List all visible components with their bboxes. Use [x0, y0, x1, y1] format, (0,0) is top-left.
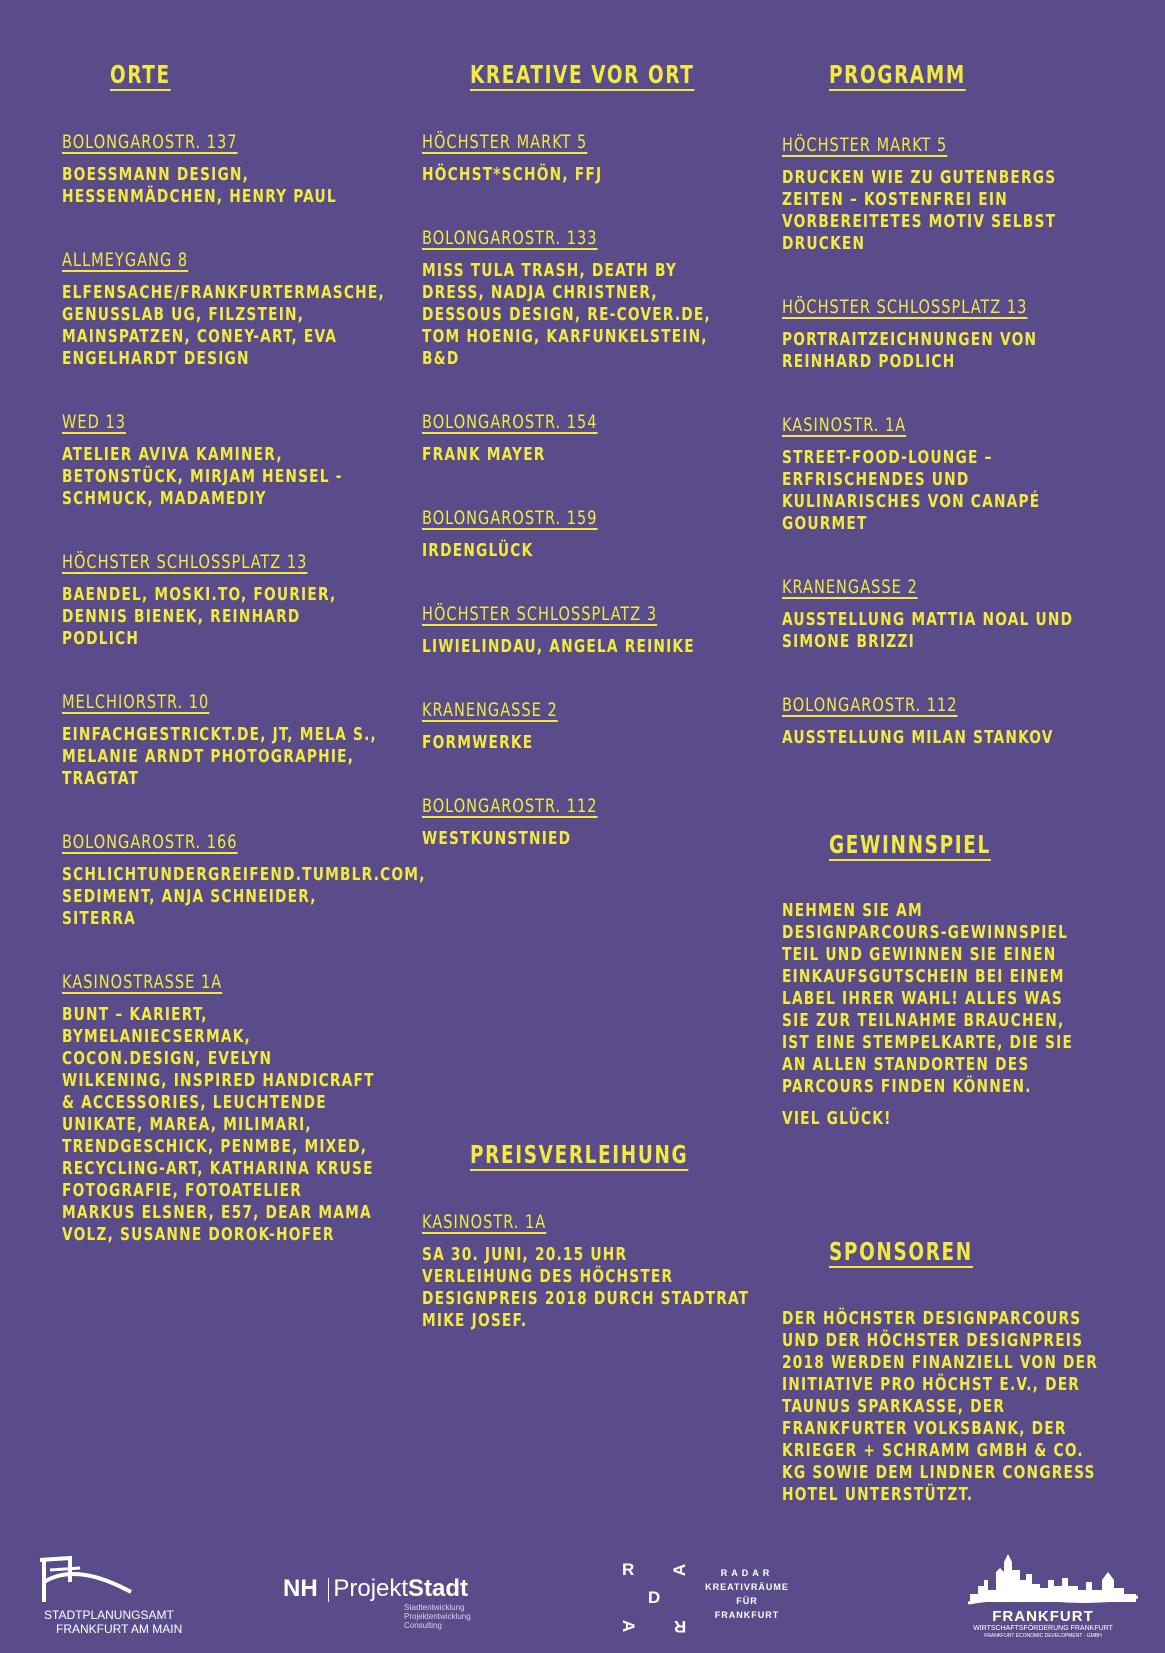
programm-entry: [782, 413, 1085, 535]
programm-entry: [782, 575, 1085, 653]
entry-address: BOLONGAROSTR. 112: [782, 694, 958, 716]
radar-letter-a1: A: [670, 1563, 690, 1577]
entry-text: AUSSTELLUNG MATTIA NOAL UND SIMONE BRIZZI: [782, 609, 1074, 652]
radar-line3: FÜR: [736, 1596, 758, 1606]
entry-text: LIWIELINDAU, ANGELA REINIKE: [422, 636, 695, 657]
entry-text: MISS TULA TRASH, DEATH BY DRESS, NADJA CHRISTNER, DESSOUS DESIGN, RE-COVER.DE, TOM HOENIG, KARFUNKELSTEIN, B&D: [422, 260, 711, 369]
kreative-entry: [422, 794, 740, 850]
entry-address: ALLMEYGANG 8: [62, 249, 189, 271]
radar-logo: [620, 1560, 800, 1640]
sponsoren-text: DER HÖCHSTER DESIGNPARCOURS UND DER HÖCHSTER DESIGNPREIS 2018 WERDEN FINANZIELL VON DER INITIATIVE PRO HÖCHST E.V., DER TAUNUS SPARKASSE, DER FRANKFURTER VOLKSBANK, DER KRIEGER + SCHRAMM GMBH & CO. KG SOWIE DEM LINDNER CONGRESS HOTEL UNTERSTÜTZT.: [782, 1308, 1099, 1505]
entry-address: HÖCHSTER MARKT 5: [782, 134, 948, 156]
nh-sub1: Stadtentwicklung: [404, 1603, 465, 1612]
kreative-entry: [422, 698, 740, 754]
kreative-entry: [422, 506, 740, 562]
entry-address: KRANENGASSE 2: [422, 699, 558, 721]
radar-letter-r2: R: [674, 1617, 687, 1636]
kreative-heading: KREATIVE VOR ORT: [470, 60, 695, 89]
stadtplanungsamt-emblem-icon: [36, 1552, 136, 1607]
radar-letter-a2: A: [619, 1619, 639, 1633]
kreative-entry: [422, 226, 740, 370]
radar-letter-d: D: [648, 1588, 661, 1607]
kreative-entry: [422, 602, 740, 658]
nh-divider: [328, 1578, 329, 1602]
nh-projektstadt-logo: [283, 1575, 483, 1645]
entry-text: BOESSMANN DESIGN, HESSENMÄDCHEN, HENRY PAUL: [62, 164, 337, 207]
kreative-entry: [422, 130, 740, 186]
orte-column: [62, 130, 426, 1286]
nh-name1: Projekt: [333, 1575, 409, 1602]
entry-text: BUNT – KARIERT, BYMELANIECSERMAK, COCON.DESIGN, EVELYN WILKENING, INSPIRED HANDICRAFT & ACCESSORIES, LEUCHTENDE UNIKATE, MAREA, MILIMARI, TRENDGESCHICK, PENMBE, MIXED, RECYCLING-ART, KATHARINA KRUSE FOTOGRAFIE, FOTOATELIER MARKUS ELSNER, E57, DEAR MAMA VOLZ, SUSANNE DOROK-HOFER: [62, 1004, 375, 1245]
orte-entry: [62, 130, 380, 208]
gewinnspiel-section: [782, 900, 1087, 1140]
sponsor-logos: [0, 1540, 1165, 1653]
entry-address: HÖCHSTER SCHLOSSPLATZ 13: [782, 296, 1028, 318]
programm-heading: PROGRAMM: [829, 60, 966, 89]
entry-address: KASINOSTR. 1A: [782, 414, 907, 436]
orte-entry: [62, 970, 380, 1246]
radar-letter-r1: R: [622, 1560, 635, 1579]
nh-name2: Stadt: [408, 1575, 469, 1602]
entry-address: BOLONGAROSTR. 137: [62, 131, 238, 153]
frankfurt-sub1: WIRTSCHAFTSFÖRDERUNG FRANKFURT: [973, 1625, 1113, 1632]
orte-entry: [62, 248, 385, 370]
nh-sub2: Projektentwicklung: [404, 1612, 471, 1621]
frankfurt-skyline-icon: [968, 1550, 1138, 1605]
entry-text: FORMWERKE: [422, 732, 534, 753]
frankfurt-title: FRANKFURT: [992, 1608, 1094, 1625]
preisverleihung-date: SA 30. JUNI, 20.15 UHR: [422, 1244, 628, 1265]
entry-text: FRANK MAYER: [422, 444, 546, 465]
programm-entry: [782, 133, 1085, 255]
entry-text: PORTRAITZEICHNUNGEN VON REINHARD PODLICH: [782, 329, 1038, 372]
entry-address: KASINOSTRASSE 1A: [62, 971, 223, 993]
programm-entry: [782, 693, 1085, 749]
kreative-column: [422, 130, 742, 890]
nh-sub3: Consulting: [404, 1621, 442, 1630]
entry-address: KRANENGASSE 2: [782, 576, 918, 598]
orte-entry: [62, 830, 426, 930]
entry-address: HÖCHSTER SCHLOSSPLATZ 13: [62, 551, 308, 573]
gewinnspiel-text: NEHMEN SIE AM DESIGNPARCOURS-GEWINNSPIEL TEIL UND GEWINNEN SIE EINEN EINKAUFSGUTSCHEIN BEI EINEM LABEL IHRER WAHL! ALLES WAS SIE ZUR TEILNAHME BRAUCHEN, IST EINE STEMPELKARTE, DIE SIE AN ALLEN STANDORTEN DES PARCOURS FINDEN KÖNNEN.: [782, 900, 1074, 1097]
entry-text: ATELIER AVIVA KAMINER, BETONSTÜCK, MIRJAM HENSEL - SCHMUCK, MADAMEDIY: [62, 444, 343, 509]
entry-text: IRDENGLÜCK: [422, 540, 534, 561]
stadtplanungsamt-line1: STADTPLANUNGSAMT: [44, 1608, 174, 1622]
entry-text: BAENDEL, MOSKI.TO, FOURIER, DENNIS BIENEK, REINHARD PODLICH: [62, 584, 337, 649]
preisverleihung-address: KASINOSTR. 1A: [422, 1211, 547, 1233]
entry-text: ELFENSACHE/FRANKFURTERMASCHE, GENUSSLAB UG, FILZSTEIN, MAINSPATZEN, CONEY-ART, EVA ENGELHARDT DESIGN: [62, 282, 385, 369]
frankfurt-logo: [968, 1550, 1138, 1650]
entry-address: BOLONGAROSTR. 133: [422, 227, 598, 249]
entry-text: EINFACHGESTRICKT.DE, JT, MELA S., MELANIE ARNDT PHOTOGRAPHIE, TRAGTAT: [62, 724, 377, 789]
preisverleihung-text: VERLEIHUNG DES HÖCHSTER DESIGNPREIS 2018 DURCH STADTRAT MIKE JOSEF.: [422, 1266, 750, 1331]
nh-prefix: NH: [283, 1575, 318, 1602]
orte-entry: [62, 690, 380, 790]
stadtplanungsamt-logo: [36, 1552, 186, 1652]
programm-entry: [782, 295, 1085, 373]
entry-address: WED 13: [62, 411, 126, 433]
gewinnspiel-heading: GEWINNSPIEL: [829, 830, 991, 859]
frankfurt-sub2: FRANKFURT ECONOMIC DEVELOPMENT · GMBH: [984, 1633, 1102, 1639]
kreative-entry: [422, 410, 740, 466]
preisverleihung-heading: PREISVERLEIHUNG: [470, 1140, 689, 1169]
entry-address: BOLONGAROSTR. 159: [422, 507, 598, 529]
entry-address: HÖCHSTER SCHLOSSPLATZ 3: [422, 603, 658, 625]
radar-line4: FRANKFURT: [714, 1610, 780, 1620]
entry-text: WESTKUNSTNIED: [422, 828, 572, 849]
entry-address: HÖCHSTER MARKT 5: [422, 131, 588, 153]
orte-entry: [62, 410, 380, 510]
entry-text: AUSSTELLUNG MILAN STANKOV: [782, 727, 1054, 748]
orte-heading: ORTE: [110, 60, 171, 89]
radar-title: RADAR: [720, 1568, 774, 1578]
entry-text: STREET-FOOD-LOUNGE – ERFRISCHENDES UND KULINARISCHES VON CANAPÉ GOURMET: [782, 447, 1041, 534]
entry-address: BOLONGAROSTR. 166: [62, 831, 238, 853]
entry-address: BOLONGAROSTR. 112: [422, 795, 598, 817]
sponsoren-section: [782, 1308, 1112, 1506]
gewinnspiel-closing: VIEL GLÜCK!: [782, 1108, 892, 1129]
entry-text: DRUCKEN WIE ZU GUTENBERGS ZEITEN – KOSTENFREI EIN VORBEREITETES MOTIV SELBST DRUCKEN: [782, 167, 1057, 254]
orte-entry: [62, 550, 380, 650]
stadtplanungsamt-line2: FRANKFURT AM MAIN: [56, 1622, 183, 1636]
entry-text: SCHLICHTUNDERGREIFEND.TUMBLR.COM, SEDIMENT, ANJA SCHNEIDER, SITERRA: [62, 864, 426, 929]
entry-address: MELCHIORSTR. 10: [62, 691, 210, 713]
radar-line2: KREATIVRÄUME: [705, 1582, 789, 1592]
entry-address: BOLONGAROSTR. 154: [422, 411, 598, 433]
entry-text: HÖCHST*SCHÖN, FFJ: [422, 164, 603, 185]
preisverleihung-section: [422, 1210, 752, 1332]
programm-column: [782, 133, 1087, 789]
sponsoren-heading: SPONSOREN: [829, 1237, 973, 1266]
